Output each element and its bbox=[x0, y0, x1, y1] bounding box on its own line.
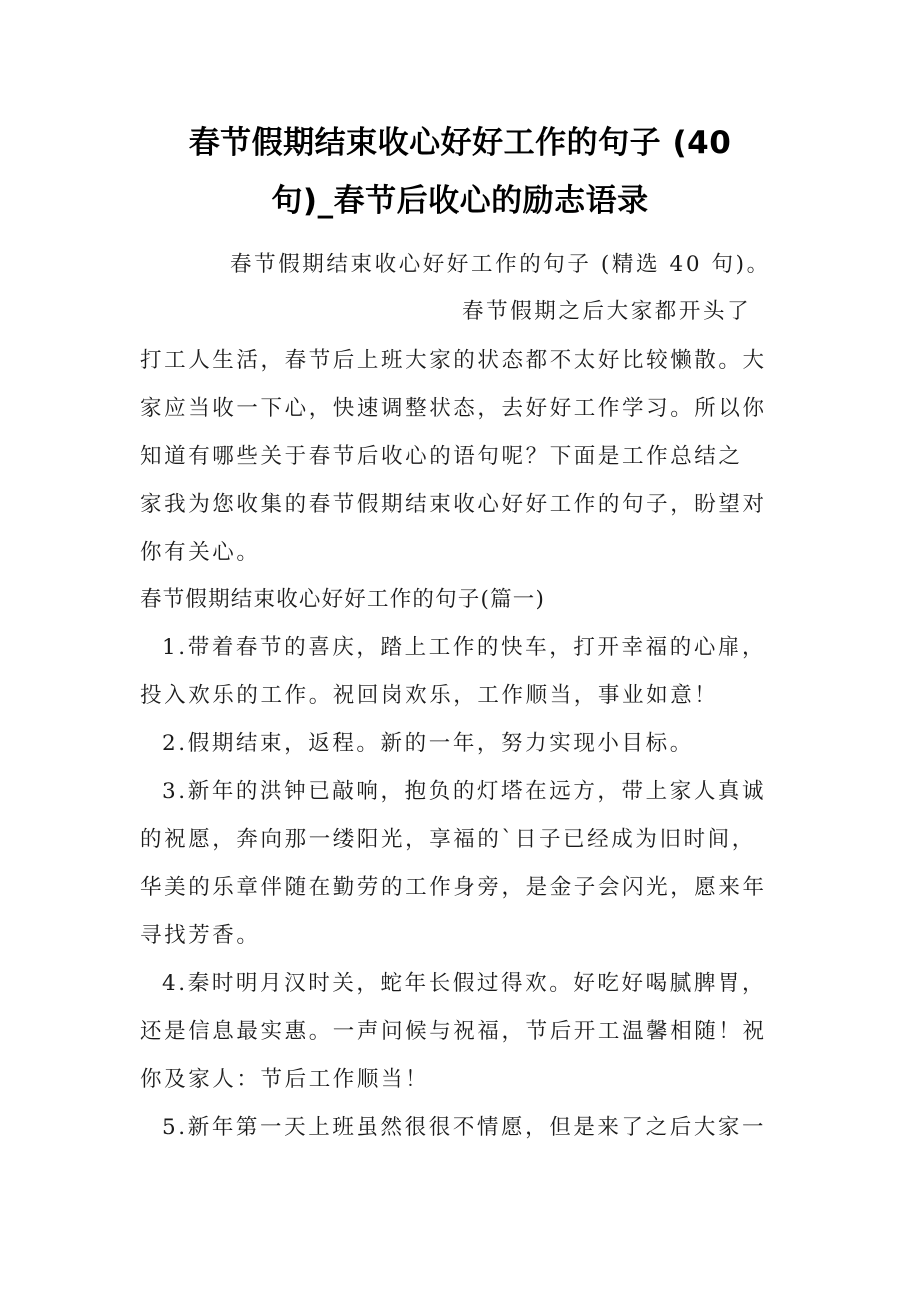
intro-line: 春节假期结束收心好好工作的句子 (精选 40 句)。 bbox=[230, 252, 771, 277]
section-heading: 春节假期结束收心好好工作的句子(篇一) bbox=[140, 587, 546, 612]
list-item-4-cont: 你及家人：节后工作顺当！ bbox=[140, 1067, 430, 1092]
list-item-3-cont: 寻找芳香。 bbox=[140, 923, 261, 948]
paragraph-line: 知道有哪些关于春节后收心的语句呢？下面是工作总结之 bbox=[140, 444, 743, 469]
title-line-1: 春节假期结束收心好好工作的句子 (40 bbox=[188, 125, 732, 161]
paragraph-line: 春节假期之后大家都开头了 bbox=[462, 299, 752, 324]
paragraph-line: 家我为您收集的春节假期结束收心好好工作的句子，盼望对 bbox=[140, 492, 767, 517]
list-item-3: 3.新年的洪钟已敲响，抱负的灯塔在远方，带上家人真诚 bbox=[162, 779, 767, 804]
list-item-3-cont: 的祝愿，奔向那一缕阳光，享福的`日子已经成为旧时间， bbox=[140, 827, 756, 852]
list-item-1: 1.带着春节的喜庆，踏上工作的快车，打开幸福的心扉， bbox=[162, 635, 767, 660]
list-item-3-cont: 华美的乐章伴随在勤劳的工作身旁，是金子会闪光，愿来年 bbox=[140, 875, 767, 900]
document-title bbox=[140, 114, 780, 230]
title-line-2: 句)_春节后收心的励志语录 bbox=[271, 183, 649, 219]
paragraph-line: 你有关心。 bbox=[140, 540, 261, 565]
list-item-1-cont: 投入欢乐的工作。祝回岗欢乐，工作顺当，事业如意！ bbox=[140, 683, 719, 708]
paragraph-line: 打工人生活，春节后上班大家的状态都不太好比较懒散。大 bbox=[140, 348, 767, 373]
paragraph-line: 家应当收一下心，快速调整状态，去好好工作学习。所以你 bbox=[140, 396, 767, 421]
list-item-4: 4.秦时明月汉时关，蛇年长假过得欢。好吃好喝腻脾胃， bbox=[162, 971, 767, 996]
list-item-5: 5.新年第一天上班虽然很很不情愿，但是来了之后大家一 bbox=[162, 1115, 767, 1140]
list-item-4-cont: 还是信息最实惠。一声问候与祝福，节后开工温馨相随！祝 bbox=[140, 1019, 767, 1044]
list-item-2: 2.假期结束，返程。新的一年，努力实现小目标。 bbox=[162, 731, 694, 756]
